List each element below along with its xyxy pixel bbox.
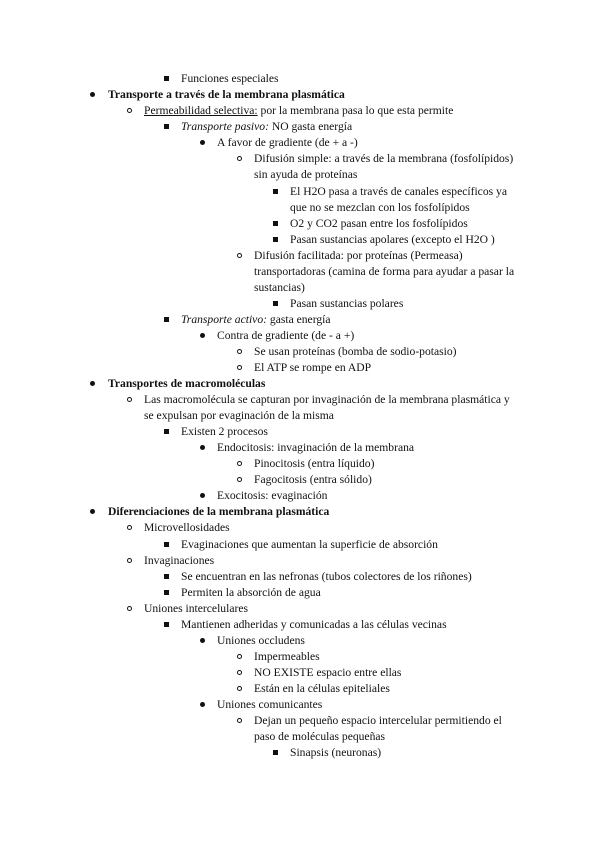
list-item: Fagocitosis (entra sólido)	[254, 473, 372, 486]
list-item-continuation: sustancias)	[254, 281, 305, 294]
circle-bullet-icon	[232, 360, 246, 376]
list-item: Difusión simple: a través de la membrana (fosfolípidos)	[254, 152, 514, 165]
circle-bullet-icon	[232, 649, 246, 665]
square-bullet-icon	[159, 312, 173, 328]
square-bullet-icon	[268, 745, 282, 761]
list-item: Pinocitosis (entra líquido)	[254, 457, 375, 470]
square-bullet-icon	[268, 184, 282, 200]
disc-bullet-icon	[85, 376, 99, 392]
disc-bullet-icon	[85, 87, 99, 103]
list-item: A favor de gradiente (de + a -)	[217, 136, 358, 149]
square-bullet-icon	[159, 585, 173, 601]
list-item-continuation: transportadoras (camina de forma para ayudar a pasar la	[254, 265, 515, 278]
list-item: Uniones occludens	[217, 634, 305, 647]
square-bullet-icon	[159, 569, 173, 585]
list-item-continuation: se expulsan por evaginación de la misma	[144, 409, 334, 422]
circle-bullet-icon	[232, 248, 246, 264]
list-item: Pasan sustancias polares	[290, 297, 404, 310]
list-item: NO EXISTE espacio entre ellas	[254, 666, 402, 679]
square-bullet-icon	[268, 296, 282, 312]
disc-bullet-icon	[85, 504, 99, 520]
term-description: NO gasta energía	[268, 120, 353, 133]
square-bullet-icon	[159, 537, 173, 553]
list-item: Las macromolécula se capturan por invaginación de la membrana plasmática y	[144, 393, 510, 406]
circle-bullet-icon	[232, 681, 246, 697]
term-description: gasta energía	[267, 313, 331, 326]
circle-bullet-icon	[232, 665, 246, 681]
list-item: Contra de gradiente (de - a +)	[217, 329, 355, 342]
square-bullet-icon	[159, 617, 173, 633]
list-item: Endocitosis: invaginación de la membrana	[217, 441, 415, 454]
circle-bullet-icon	[232, 472, 246, 488]
section-heading: Transportes de macromoléculas	[108, 377, 266, 390]
square-bullet-icon	[159, 119, 173, 135]
term-label: Permeabilidad selectiva:	[144, 104, 258, 117]
list-item: Sinapsis (neuronas)	[290, 746, 382, 759]
square-bullet-icon	[268, 216, 282, 232]
list-item: Están en la células epiteliales	[254, 682, 390, 695]
circle-bullet-icon	[232, 456, 246, 472]
list-item: Evaginaciones que aumentan la superficie de absorción	[181, 538, 438, 551]
list-item: Microvellosidades	[144, 521, 230, 534]
circle-bullet-icon	[122, 392, 136, 408]
list-item: Existen 2 procesos	[181, 425, 268, 438]
disc-bullet-icon	[195, 633, 209, 649]
term-label: Transporte pasivo:	[181, 120, 269, 133]
term-label: Transporte activo:	[181, 313, 267, 326]
list-item: Uniones comunicantes	[217, 698, 323, 711]
list-item	[181, 312, 331, 328]
circle-bullet-icon	[122, 520, 136, 536]
circle-bullet-icon	[232, 344, 246, 360]
list-item: Uniones intercelulares	[144, 602, 248, 615]
list-item: Permiten la absorción de agua	[181, 586, 321, 599]
list-item-continuation: que no se mezclan con los fosfolípidos	[290, 201, 470, 214]
circle-bullet-icon	[122, 553, 136, 569]
square-bullet-icon	[268, 232, 282, 248]
list-item: Funciones especiales	[181, 72, 279, 85]
circle-bullet-icon	[122, 103, 136, 119]
list-item: O2 y CO2 pasan entre los fosfolípidos	[290, 217, 468, 230]
disc-bullet-icon	[195, 135, 209, 151]
list-item: Invaginaciones	[144, 554, 215, 567]
list-item: Impermeables	[254, 650, 320, 663]
square-bullet-icon	[159, 424, 173, 440]
list-item: Mantienen adheridas y comunicadas a las células vecinas	[181, 618, 447, 631]
square-bullet-icon	[159, 71, 173, 87]
disc-bullet-icon	[195, 697, 209, 713]
list-item: Dejan un pequeño espacio intercelular permitiendo el	[254, 714, 502, 727]
list-item-continuation: paso de moléculas pequeñas	[254, 730, 386, 743]
term-description: por la membrana pasa lo que esta permite	[257, 104, 454, 117]
section-heading: Diferenciaciones de la membrana plasmática	[108, 505, 330, 518]
disc-bullet-icon	[195, 440, 209, 456]
list-item	[144, 103, 453, 119]
list-item: El ATP se rompe en ADP	[254, 361, 372, 374]
list-item: Pasan sustancias apolares (excepto el H2O )	[290, 233, 495, 246]
list-item: El H2O pasa a través de canales específicos ya	[290, 185, 507, 198]
section-heading: Transporte a través de la membrana plasmática	[108, 88, 345, 101]
circle-bullet-icon	[232, 151, 246, 167]
list-item: Se usan proteínas (bomba de sodio-potasio)	[254, 345, 457, 358]
list-item	[181, 119, 352, 135]
list-item: Exocitosis: evaginación	[217, 489, 328, 502]
list-item-continuation: sin ayuda de proteínas	[254, 168, 358, 181]
list-item: Difusión facilitada: por proteínas (Permeasa)	[254, 249, 463, 262]
disc-bullet-icon	[195, 488, 209, 504]
circle-bullet-icon	[232, 713, 246, 729]
list-item: Se encuentran en las nefronas (tubos colectores de los riñones)	[181, 570, 472, 583]
circle-bullet-icon	[122, 601, 136, 617]
disc-bullet-icon	[195, 328, 209, 344]
